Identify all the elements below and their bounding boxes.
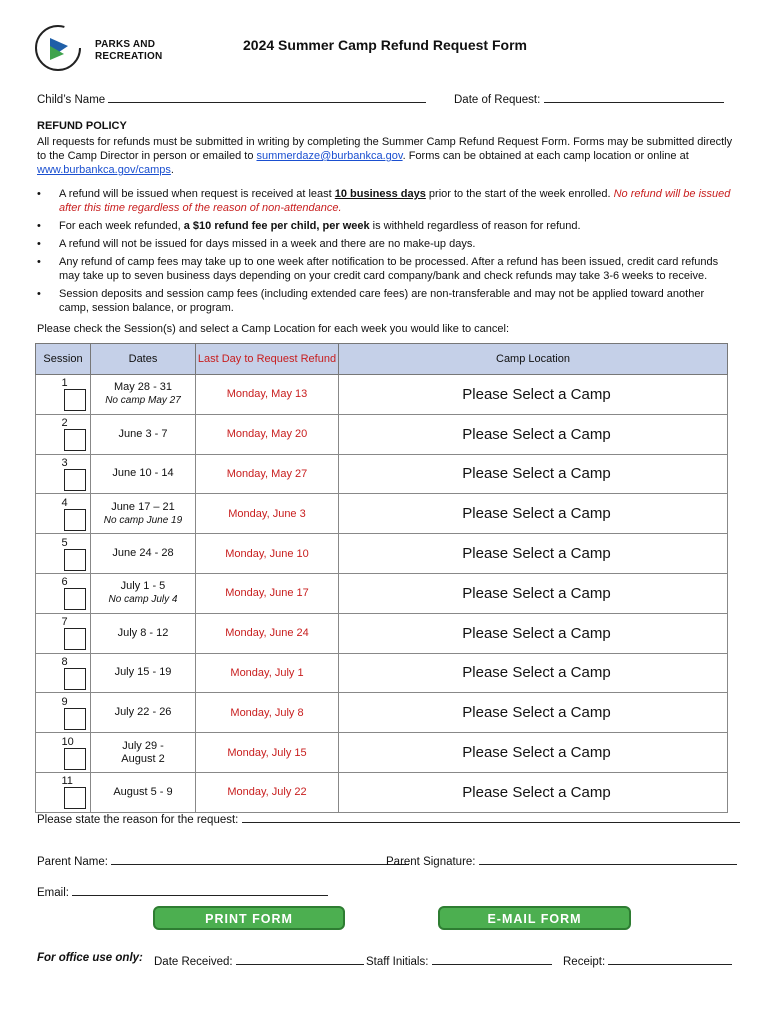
date-received-label: Date Received: [154, 956, 233, 968]
table-row [36, 573, 728, 613]
session-checkbox[interactable] [64, 787, 86, 809]
last-day-cell: Monday, July 15 [196, 733, 339, 773]
dates-cell [91, 414, 196, 454]
last-day-cell: Monday, May 13 [196, 375, 339, 415]
print-form-button[interactable]: PRINT FORM [153, 906, 345, 930]
dates-value: July 22 - 26 [114, 706, 172, 719]
table-intro: Please check the Session(s) and select a Camp Location for each week you would like to cancel: [37, 323, 510, 335]
email-label: Email: [37, 887, 69, 899]
session-number: 10 [61, 735, 74, 748]
page-title: 2024 Summer Camp Refund Request Form [243, 37, 527, 53]
table-row [36, 613, 728, 653]
parent-name-row [37, 852, 409, 868]
dates-cell [91, 613, 196, 653]
receipt-label: Receipt: [563, 956, 606, 968]
date-of-request-label: Date of Request: [454, 94, 541, 106]
email-row [37, 883, 328, 899]
childs-name-row [37, 90, 426, 106]
last-day-cell: Monday, June 3 [196, 494, 339, 534]
camp-select[interactable]: Please Select a Camp [339, 653, 728, 693]
dates-value: May 28 - 31 [113, 381, 173, 394]
session-number: 3 [61, 457, 68, 470]
table-row [36, 454, 728, 494]
session-cell [36, 573, 91, 613]
email-form-button[interactable]: E-MAIL FORM [438, 906, 631, 930]
session-checkbox[interactable] [64, 509, 86, 531]
dates-value: July 8 - 12 [117, 626, 169, 639]
childs-name-label: Child’s Name [37, 94, 106, 106]
dates-value: July 15 - 19 [114, 666, 172, 679]
session-number: 4 [61, 496, 68, 509]
table-row [36, 494, 728, 534]
session-cell [36, 772, 91, 812]
table-row [36, 693, 728, 733]
session-number: 8 [61, 656, 68, 669]
camp-select[interactable]: Please Select a Camp [339, 573, 728, 613]
session-checkbox[interactable] [64, 469, 86, 491]
dates-value-line2: August 2 [121, 752, 165, 765]
email-field[interactable] [72, 883, 328, 896]
session-cell [36, 733, 91, 773]
receipt-row [563, 952, 732, 968]
policy-bullet: • A refund will be issued when request is received at least 10 business days prior to the start of the week enrolled. No refund will be issued after this time regardless of the reason of non-attendance. [37, 187, 737, 215]
reason-row [37, 810, 740, 826]
dates-cell [91, 573, 196, 613]
policy-intro [37, 135, 737, 177]
session-checkbox[interactable] [64, 389, 86, 411]
dates-value: June 17 – 21 [111, 500, 175, 513]
receipt-field[interactable] [608, 952, 732, 965]
session-number: 2 [61, 417, 68, 430]
dates-cell [91, 772, 196, 812]
camp-select[interactable]: Please Select a Camp [339, 534, 728, 574]
session-number: 5 [61, 536, 68, 549]
last-day-cell: Monday, July 8 [196, 693, 339, 733]
email-link[interactable]: summerdaze@burbankca.gov [256, 150, 403, 162]
session-cell [36, 414, 91, 454]
no-camp-note: No camp June 19 [103, 514, 183, 526]
date-of-request-field[interactable] [544, 90, 724, 103]
no-camp-note: No camp May 27 [105, 395, 181, 407]
dates-cell [91, 733, 196, 773]
camp-select[interactable]: Please Select a Camp [339, 733, 728, 773]
camp-select[interactable]: Please Select a Camp [339, 613, 728, 653]
parent-signature-row [386, 852, 737, 868]
dates-cell [91, 693, 196, 733]
dates-cell [91, 454, 196, 494]
last-day-cell: Monday, July 22 [196, 772, 339, 812]
table-row [36, 375, 728, 415]
table-header-row [36, 344, 728, 375]
policy-bullet: • For each week refunded, a $10 refund fee per child, per week is withheld regardless of reason for refund. [37, 219, 737, 233]
session-number: 11 [61, 775, 73, 788]
dates-cell [91, 375, 196, 415]
staff-initials-row [366, 952, 552, 968]
logo-line1: PARKS AND [95, 39, 156, 50]
policy-bullets [37, 187, 737, 319]
policy-intro-text-a: All requests for refunds must be submitted in writing by completing the Summer Camp Refund Request Form. Forms may be submitted directly to the Camp Director in person or emailed to [37, 136, 733, 162]
session-checkbox[interactable] [64, 708, 86, 730]
last-day-cell: Monday, June 10 [196, 534, 339, 574]
session-number: 1 [61, 377, 68, 390]
session-checkbox[interactable] [64, 748, 86, 770]
session-number: 6 [61, 576, 68, 589]
header-camp-location: Camp Location [339, 344, 728, 375]
parent-signature-field[interactable] [479, 852, 737, 865]
policy-bullet: • A refund will not be issued for days missed in a week and there are no make-up days. [37, 237, 737, 251]
policy-intro-text-b: . Forms can be obtained at each camp location or online at [402, 150, 689, 162]
refund-policy-heading: REFUND POLICY [37, 120, 127, 132]
staff-initials-label: Staff Initials: [366, 956, 429, 968]
last-day-cell: Monday, June 24 [196, 613, 339, 653]
reason-field[interactable] [242, 810, 740, 823]
session-checkbox[interactable] [64, 628, 86, 650]
session-number: 7 [61, 616, 68, 629]
dates-value: August 5 - 9 [113, 785, 173, 798]
last-day-cell: Monday, May 20 [196, 414, 339, 454]
office-use-row [37, 952, 143, 964]
header-session: Session [36, 344, 91, 375]
dates-value: July 1 - 5 [120, 580, 166, 593]
dates-value: June 10 - 14 [112, 467, 174, 480]
camp-select[interactable]: Please Select a Camp [339, 494, 728, 534]
session-checkbox[interactable] [64, 549, 86, 571]
dates-cell [91, 534, 196, 574]
dates-cell [91, 653, 196, 693]
policy-intro-text-c: . [170, 164, 174, 176]
last-day-cell: Monday, May 27 [196, 454, 339, 494]
session-cell [36, 693, 91, 733]
date-received-field[interactable] [236, 952, 364, 965]
date-received-row [154, 952, 364, 968]
session-cell [36, 494, 91, 534]
camp-select[interactable]: Please Select a Camp [339, 693, 728, 733]
session-checkbox[interactable] [64, 588, 86, 610]
session-checkbox[interactable] [64, 668, 86, 690]
table-row [36, 733, 728, 773]
logo-line2: RECREATION [95, 51, 163, 62]
session-cell [36, 653, 91, 693]
session-cell [36, 534, 91, 574]
camp-select[interactable]: Please Select a Camp [339, 414, 728, 454]
camp-select[interactable]: Please Select a Camp [339, 454, 728, 494]
staff-initials-field[interactable] [432, 952, 552, 965]
table-row [36, 772, 728, 812]
parent-name-label: Parent Name: [37, 856, 108, 868]
table-row [36, 534, 728, 574]
parent-name-field[interactable] [111, 852, 409, 865]
session-cell [36, 613, 91, 653]
last-day-cell: Monday, July 1 [196, 653, 339, 693]
session-checkbox[interactable] [64, 429, 86, 451]
table-row [36, 414, 728, 454]
childs-name-field[interactable] [108, 90, 426, 103]
last-day-cell: Monday, June 17 [196, 573, 339, 613]
policy-bullet: • Any refund of camp fees may take up to one week after notification to be processed. After a refund has been issued, credit card refunds may take up to seven business days depending on your credit card company/bank and check refunds may take 3-6 weeks to receive. [37, 255, 737, 283]
dates-value: July 29 - [122, 739, 164, 752]
header-dates: Dates [91, 344, 196, 375]
session-cell [36, 454, 91, 494]
dates-cell [91, 494, 196, 534]
date-of-request-row [454, 90, 724, 106]
website-link[interactable]: www.burbankca.gov/camps [37, 164, 171, 176]
table-row [36, 653, 728, 693]
parent-signature-label: Parent Signature: [386, 856, 476, 868]
header-last-day: Last Day to Request Refund [196, 344, 339, 375]
camp-select[interactable]: Please Select a Camp [339, 375, 728, 415]
no-camp-note: No camp July 4 [108, 594, 178, 606]
sessions-table [35, 343, 728, 813]
session-number: 9 [61, 695, 68, 708]
session-cell [36, 375, 91, 415]
dates-value: June 24 - 28 [112, 547, 174, 560]
reason-label: Please state the reason for the request: [37, 814, 239, 826]
dates-value: June 3 - 7 [118, 427, 168, 440]
camp-select[interactable]: Please Select a Camp [339, 772, 728, 812]
office-use-label: For office use only: [37, 952, 143, 964]
policy-bullet: • Session deposits and session camp fees (including extended care fees) are non-transferable and may not be applied toward another camp, session balance, or program. [37, 287, 737, 315]
